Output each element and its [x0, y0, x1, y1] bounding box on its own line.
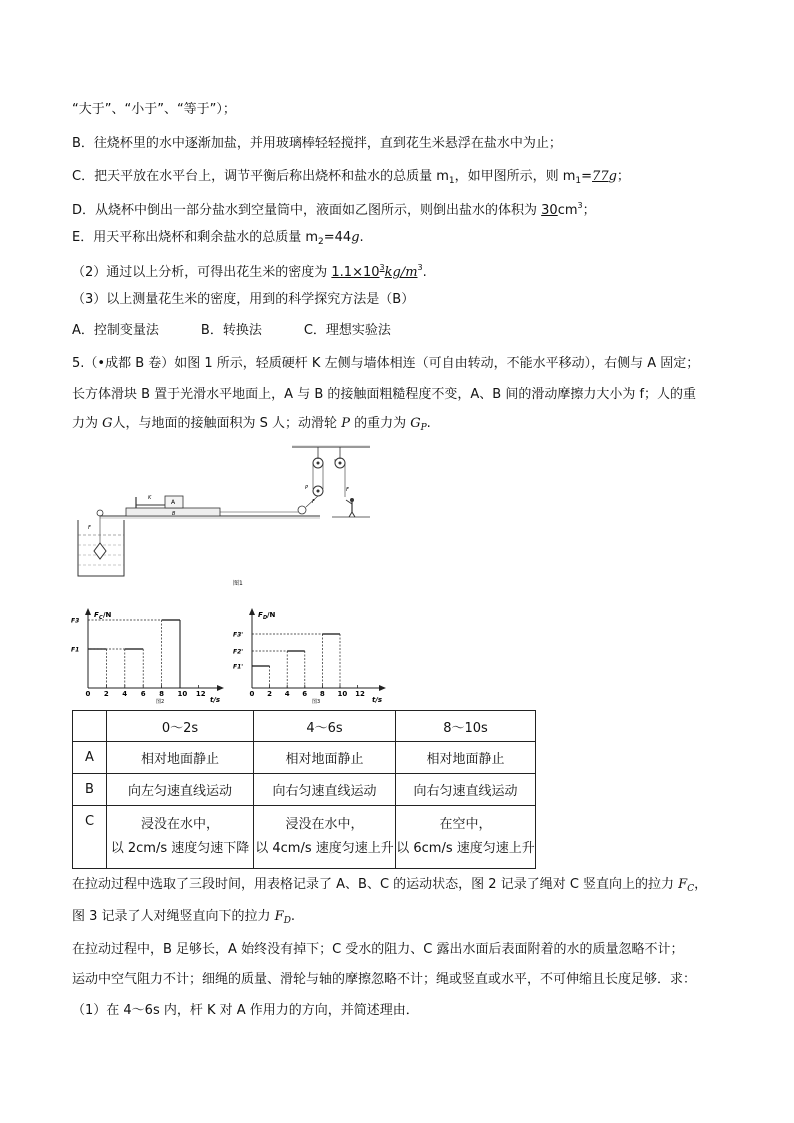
table-cell: 浸没在水中， 以 4cm/s 速度匀速上升 — [254, 806, 396, 869]
option-note: “大于”、“小于”、“等于”）； — [72, 102, 236, 117]
person — [350, 498, 354, 502]
x-tick-label: 0 — [85, 690, 91, 698]
label-k: K — [148, 495, 152, 501]
row-label: C — [73, 806, 107, 869]
paragraph-after-4: 运动中空气阻力不计；细绳的质量、滑轮与轴的摩擦忽略不计；绳或竖直或水平，不可伸缩且长度足够．求： — [72, 972, 697, 987]
svg-text:F: F — [312, 499, 315, 505]
figure-2-chart — [70, 604, 232, 704]
table-header-blank — [73, 711, 107, 742]
table-header: 0～2s — [107, 711, 254, 742]
floor-pulley — [298, 506, 306, 514]
step-b: B．往烧杯里的水中逐渐加盐，并用玻璃棒轻轻搅拌，直到花生米悬浮在盐水中为止； — [72, 136, 562, 151]
problem-5-line-2: 长方体滑块 B 置于光滑水平地面上，A 与 B 的接触面粗糙程度不变，A、B 间的滑动摩擦力大小为 f；人的重 — [72, 387, 697, 402]
x-tick-label: 10 — [177, 690, 188, 698]
svg-text:F: F — [94, 611, 99, 619]
svg-text:F: F — [88, 525, 91, 531]
answer-m1: 77 — [592, 169, 609, 184]
question-3-options: A．控制变量法 B．转换法 C．理想实验法 — [72, 323, 391, 338]
svg-text:C: C — [99, 615, 103, 621]
row-label: A — [73, 742, 107, 774]
x-title: t/s — [372, 696, 383, 704]
y-title — [258, 611, 276, 621]
y-tick-label: F1' — [233, 663, 244, 671]
x-tick-label: 8 — [319, 690, 325, 698]
figure-2-caption: 图2 — [156, 699, 165, 704]
table-header: 8～10s — [396, 711, 536, 742]
paragraph-after-2: 图 3 记录了人对绳竖直向下的拉力 $F_D$. — [72, 909, 296, 926]
row-label: B — [73, 774, 107, 806]
x-tick-label: 2 — [267, 690, 272, 698]
label-p: P — [305, 485, 309, 491]
step-d: D．从烧杯中倒出一部分盐水到空量筒中，液面如乙图所示，则倒出盐水的体积为 $30cm^3$； — [72, 201, 596, 218]
answer-volume: 30 — [541, 203, 558, 218]
svg-text:D: D — [263, 615, 268, 621]
answer-density: 1.1×10 — [331, 265, 380, 280]
problem-5-line-1: 5.（•成都 B 卷）如图 1 所示，轻质硬杆 K 左侧与墙体相连（可自由转动，不能水平移动），右侧与 A 固定； — [72, 356, 700, 371]
y-tick-label: F3 — [71, 617, 80, 625]
table-cell: 相对地面静止 — [107, 742, 254, 774]
y-title — [94, 611, 112, 621]
object-c — [94, 543, 106, 559]
x-title: t/s — [210, 696, 221, 704]
svg-text:/N: /N — [103, 611, 112, 619]
question-2: （2）通过以上分析，可得出花生米的密度为 $1.1\times 10^3kg/m^3$. — [72, 263, 427, 280]
table-cell: 相对地面静止 — [396, 742, 536, 774]
table-cell: 向右匀速直线运动 — [396, 774, 536, 806]
table-cell: 相对地面静止 — [254, 742, 396, 774]
x-tick-label: 8 — [159, 690, 164, 698]
x-tick-label: 12 — [195, 690, 206, 698]
paragraph-after-3: 在拉动过程中，B 足够长，A 始终没有掉下；C 受水的阻力、C 露出水面后表面附着的水的质量忽略不计； — [72, 942, 684, 957]
x-tick-label: 6 — [140, 690, 146, 698]
x-tick-label: 10 — [337, 690, 348, 698]
question-3: （3）以上测量花生米的密度，用到的科学探究方法是（B） — [72, 292, 415, 307]
svg-text:F: F — [258, 611, 263, 619]
figure-3-chart — [232, 604, 394, 704]
y-tick-label: F3' — [233, 631, 244, 639]
x-tick-label: 4 — [284, 690, 290, 698]
label-a: A — [171, 499, 176, 506]
svg-text:F: F — [346, 487, 349, 493]
table-cell: 在空中， 以 6cm/s 速度匀速上升 — [396, 806, 536, 869]
figure-3-caption: 图3 — [312, 699, 321, 704]
step-e: E．用天平称出烧杯和剩余盐水的总质量 $m_2=44g$. — [72, 230, 364, 247]
problem-5-line-3: 力为 G人，与地面的接触面积为 S 人；动滑轮 P 的重力为 $G_P$. — [72, 416, 431, 433]
x-tick-label: 12 — [355, 690, 365, 698]
svg-text:/N: /N — [267, 611, 276, 619]
motion-table — [72, 710, 536, 869]
label-b: B — [172, 511, 176, 517]
x-tick-label: 2 — [103, 690, 109, 698]
table-header: 4～6s — [254, 711, 396, 742]
x-tick-label: 6 — [302, 690, 308, 698]
y-tick-label: F2' — [233, 648, 244, 656]
table-cell: 向左匀速直线运动 — [107, 774, 254, 806]
y-tick-label: F1 — [71, 646, 80, 654]
figure-1-apparatus — [70, 445, 380, 590]
paragraph-after-1: 在拉动过程中选取了三段时间，用表格记录了 A、B、C 的运动状态，图 2 记录了绳对 C 竖直向上的拉力 $F_C$， — [72, 877, 708, 894]
x-tick-label: 4 — [122, 690, 128, 698]
figure-1-caption: 图1 — [233, 580, 243, 587]
step-c: C．把天平放在水平台上，调节平衡后称出烧杯和盐水的总质量 $m_1$，如甲图所示，则 $m_1=77g$； — [72, 169, 630, 186]
table-cell: 向右匀速直线运动 — [254, 774, 396, 806]
sub-question-1: （1）在 4～6s 内，杆 K 对 A 作用力的方向，并简述理由． — [72, 1003, 419, 1018]
table-cell: 浸没在水中， 以 2cm/s 速度匀速下降 — [107, 806, 254, 869]
x-tick-label: 0 — [249, 690, 255, 698]
